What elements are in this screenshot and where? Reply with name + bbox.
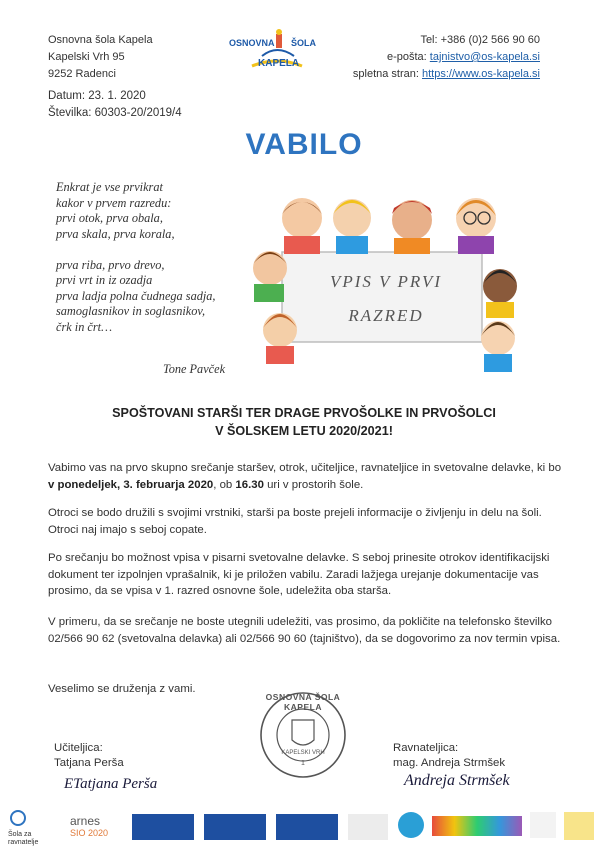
stamp-ring-text: OSNOVNA ŠOLA KAPELA (265, 692, 341, 712)
contact-email-link[interactable]: tajnistvo@os-kapela.si (429, 51, 540, 63)
eu-logo-3 (276, 814, 338, 840)
document-date: Datum: 23. 1. 2020 (48, 90, 146, 102)
school-name: Osnovna šola Kapela (48, 34, 153, 46)
document-meta (48, 88, 182, 122)
sign-text-line1: VPIS V PRVI (329, 272, 442, 291)
greeting-heading-line1: SPOŠTOVANI STARŠI TER DRAGE PRVOŠOLKE IN PRVOŠOLCI (112, 406, 496, 420)
document-number: Številka: 60303-20/2019/4 (48, 107, 182, 119)
contact-phone: Tel: +386 (0)2 566 90 60 (420, 34, 540, 46)
principal-handwritten-signature: Andreja Strmšek (404, 772, 510, 789)
poem (56, 180, 216, 335)
teacher-name: Tatjana Perša (54, 756, 124, 769)
zdrava-sola-logo (530, 812, 556, 838)
paragraph-text: , ob (213, 478, 236, 491)
meeting-time: 16.30 (235, 478, 264, 491)
stamp-center-text: KAPELSKI VRH (281, 750, 325, 756)
poem-line (56, 242, 216, 258)
teacher-role: Učiteljica: (54, 742, 103, 754)
school-logo-graphic (232, 26, 322, 78)
poem-line: prvi otok, prva obala, (56, 211, 163, 225)
school-logo (232, 26, 322, 78)
paragraph-closing: Veselimo se druženja z vami. (48, 683, 196, 695)
footer-logos (8, 808, 600, 858)
sun-logo (564, 812, 594, 840)
sola-za-ravnatelje-icon (8, 810, 28, 826)
paragraph-text: Vabimo vas na prvo skupno srečanje staršev, otrok, učiteljice, ravnateljice in svetovalne delavke, ki bo (48, 462, 562, 474)
eu-logo-1 (132, 814, 194, 840)
logo-text-sola: ŠOLA (291, 38, 317, 48)
poem-line: prvi vrt in iz ozadja (56, 273, 153, 287)
greeting-heading-line2: V ŠOLSKEM LETU 2020/2021! (215, 424, 393, 438)
enrollment-illustration (244, 188, 532, 376)
teacher-signature-block (54, 741, 124, 770)
poem-line: Enkrat je vse prvikrat (56, 180, 163, 194)
contact-email-row (353, 49, 540, 66)
eu-logo-2 (204, 814, 266, 840)
paragraph-children: Otroci se bodo družili s svojimi vrstniki, starši pa boste prejeli informacije o življenju in delu na šoli. Otroci naj imajo s seboj copate. (48, 507, 542, 536)
logo-text-osnovna: OSNOVNA (229, 38, 275, 48)
paragraph-contact: V primeru, da se srečanje ne boste utegnili udeležiti, vas prosimo, da pokličite na telefonsko številko 02/566 90 62 (svetovalna delavka) ali 02/566 90 60 (tajništvo), da se dogovorimo za nov termin vpisa. (48, 616, 561, 645)
unesco-logo (348, 814, 388, 840)
paragraph-text: uri v prostorih šole. (263, 478, 364, 491)
eko-sola-logo (398, 812, 424, 838)
principal-role: Ravnateljica: (393, 742, 459, 754)
meeting-date: v ponedeljek, 3. februarja 2020 (48, 478, 214, 491)
principal-name: mag. Andreja Strmšek (393, 756, 506, 769)
poem-line: prva riba, prvo drevo, (56, 257, 165, 272)
school-street: Kapelski Vrh 95 (48, 51, 125, 63)
contact-web-label: spletna stran: (352, 68, 419, 80)
greeting-heading (0, 404, 608, 440)
contact-email-label: e-pošta: (386, 51, 427, 63)
sola-za-ravnatelje-logo (8, 810, 52, 850)
school-postcode: 9252 Radenci (48, 68, 116, 80)
teacher-handwritten-signature: ETatjana Perša (64, 776, 158, 792)
school-address-block (48, 32, 153, 83)
contact-web-link[interactable]: https://www.os-kapela.si (422, 68, 540, 80)
principal-signature-block (393, 741, 505, 770)
kulturna-sola-logo (432, 816, 522, 836)
paragraph-enrollment: Po srečanju bo možnost vpisa v pisarni svetovalne delavke. S seboj prinesite otrokov identifikacijski dokument ter izpolnjen vprašalnik, ki je priložen vabilu. Zaradi lažjega urejanje dokumentacije vas prosimo, da se vpisa v 1. razred osnovne šole, udeležita oba starša. (48, 552, 550, 598)
poem-line: samoglasnikov in soglasnikov, (56, 304, 206, 318)
contact-web-row (353, 66, 540, 83)
sio-text: SIO 2020 (70, 828, 109, 838)
poem-line: kakor v prvem razredu: (56, 195, 172, 210)
sign-text-line2: RAZRED (348, 306, 424, 325)
sola-za-ravnatelje-text: Šola za ravnatelje (8, 831, 39, 846)
poem-line: prva skala, prva korala, (56, 226, 175, 241)
logo-text-kapela: KAPELA (258, 58, 300, 69)
arnes-logo (70, 814, 108, 838)
poem-line: črk in črt… (56, 319, 113, 334)
poem-line: prva ladja polna čudnega sadja, (56, 288, 216, 303)
stamp-number: 1 (301, 760, 305, 767)
paragraph-invitation (48, 460, 566, 493)
arnes-text: arnes (70, 814, 101, 828)
document-title: VABILO (245, 128, 363, 161)
school-stamp (258, 690, 348, 780)
poem-author: Tone Pavček (163, 362, 226, 376)
contact-block (353, 32, 540, 83)
